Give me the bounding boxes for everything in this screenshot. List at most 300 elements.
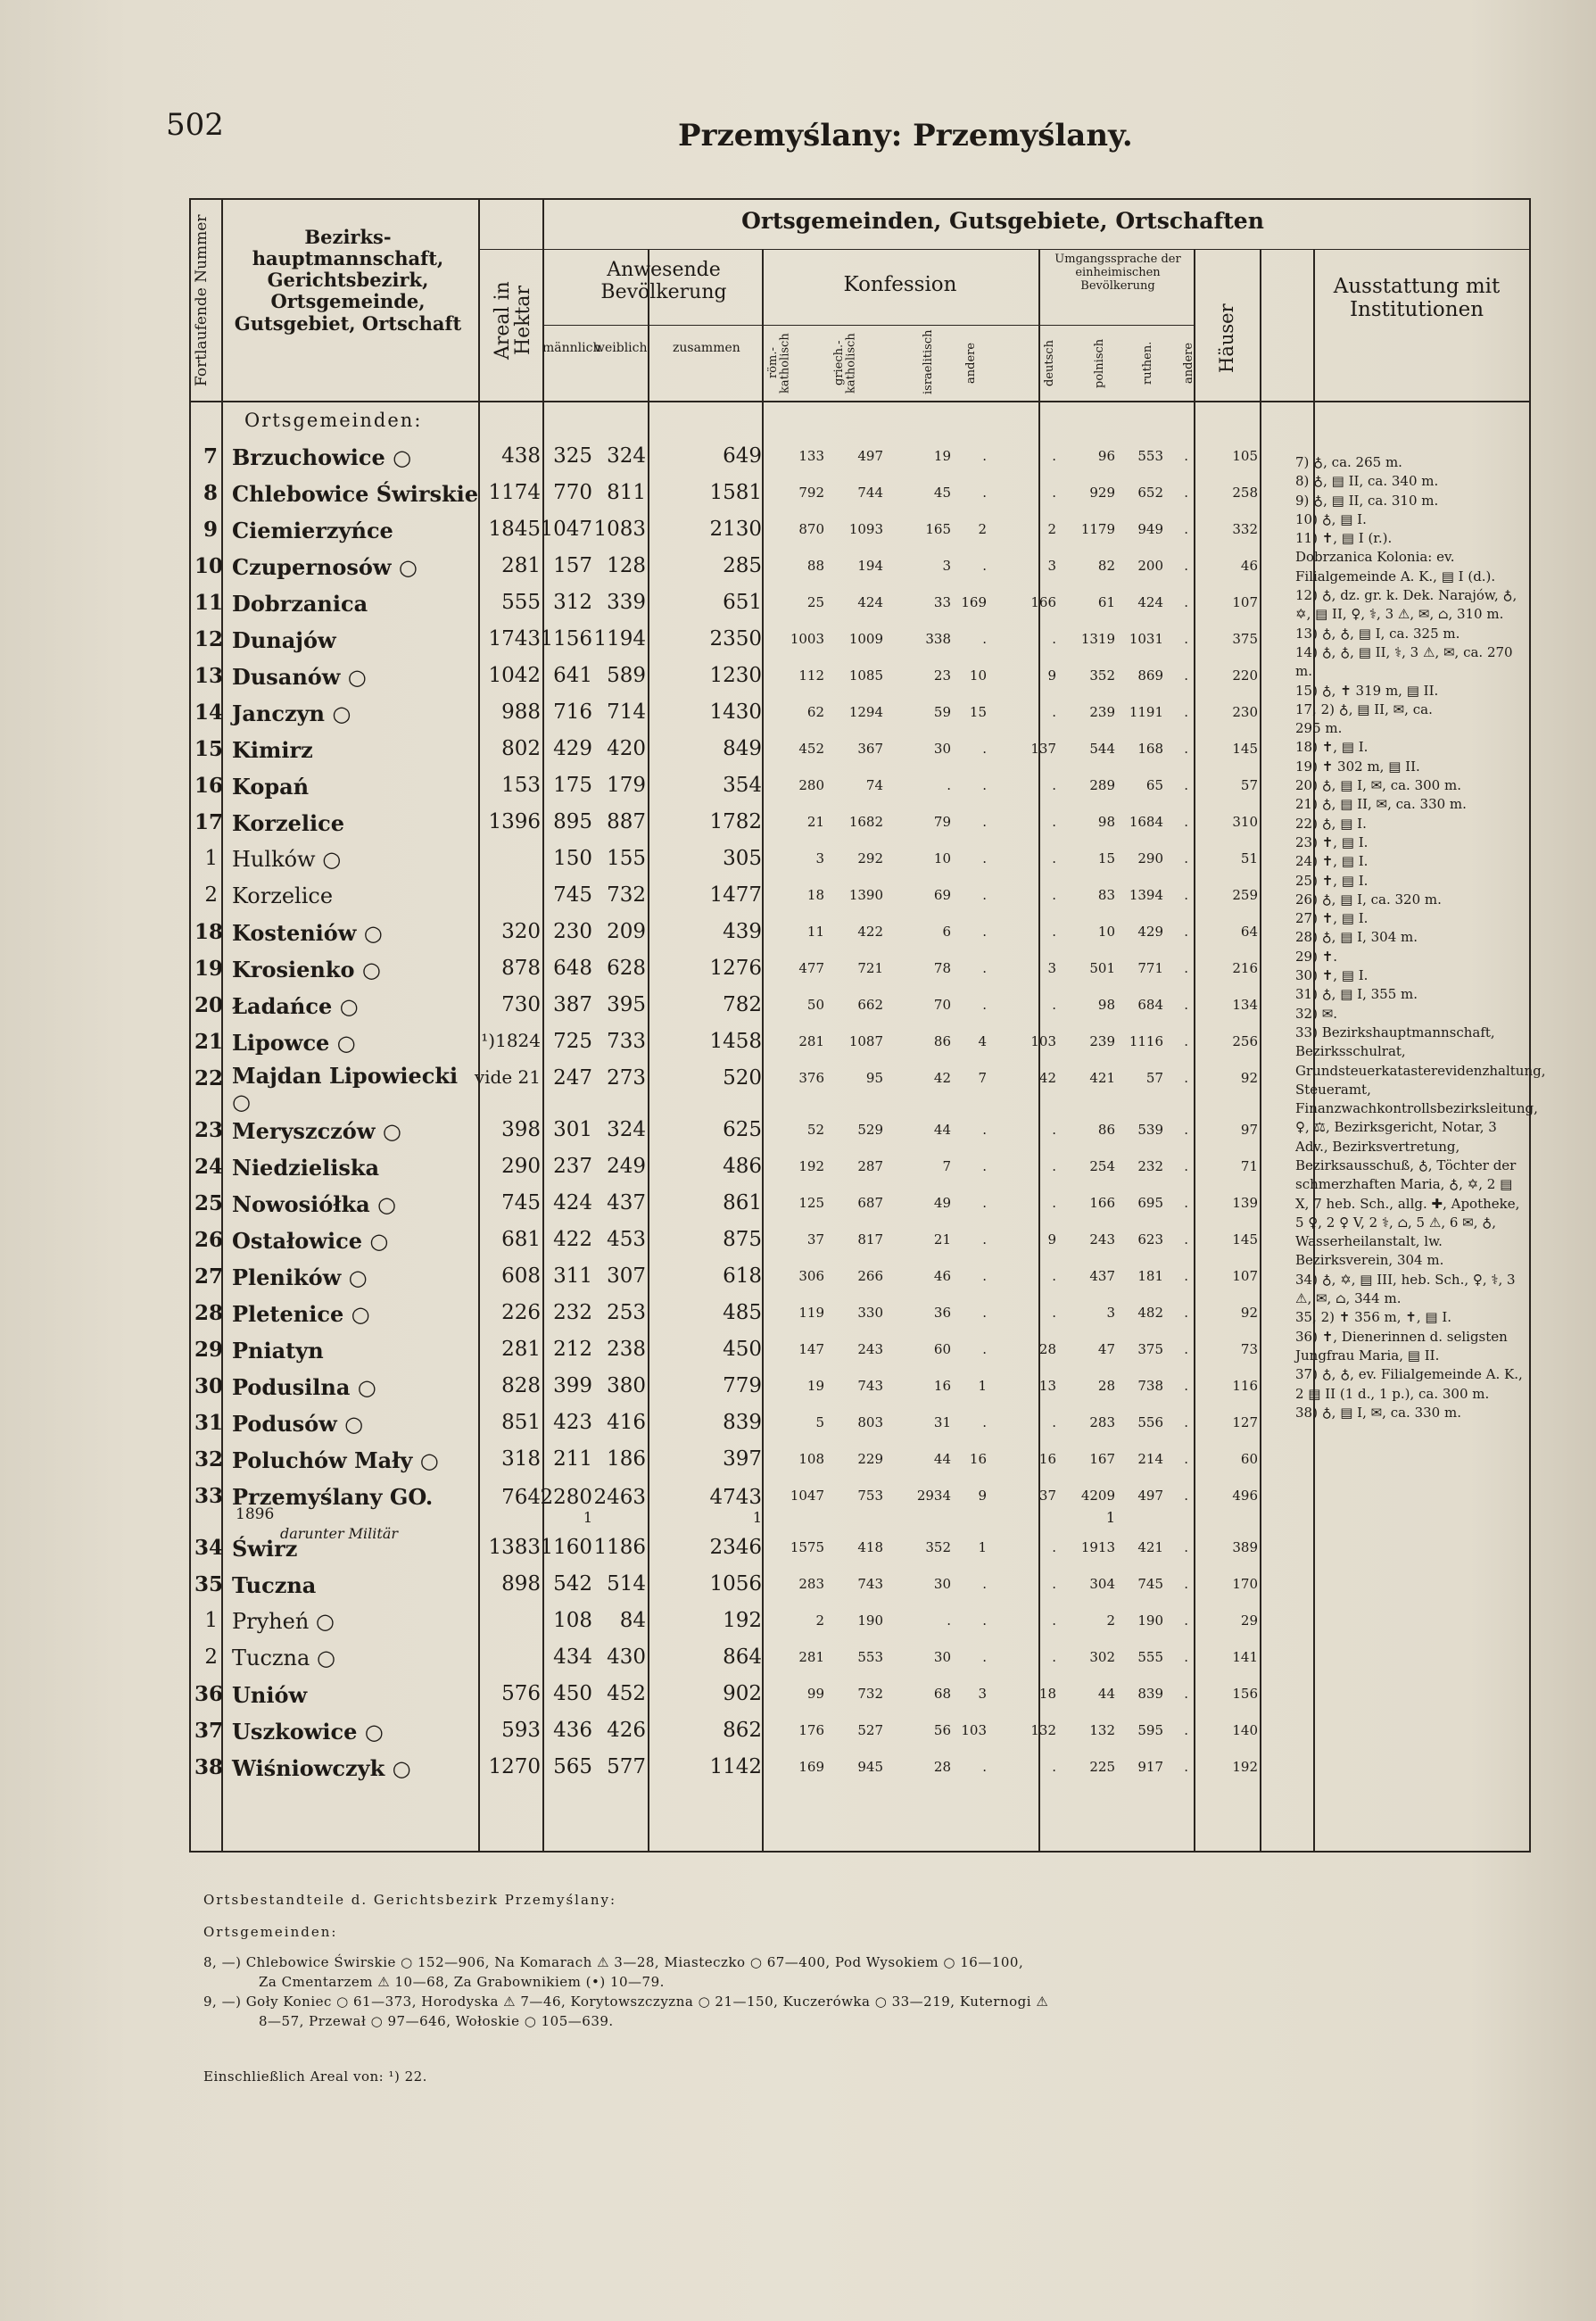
cell-pl: 83: [1097, 887, 1115, 903]
cell-de: 18: [1038, 1686, 1056, 1702]
row-number: 8: [203, 481, 218, 505]
cell-an: 15: [969, 704, 987, 720]
cell-an: 7: [978, 1070, 987, 1086]
cell-rk: 37: [806, 1231, 824, 1248]
table-row: [191, 1677, 1529, 1713]
locality-name: Kimirz: [232, 737, 313, 763]
cell-area: 318: [501, 1447, 541, 1471]
cell-pl: 929: [1089, 485, 1115, 501]
cell-h: 192: [1232, 1759, 1258, 1775]
cell-rk: 477: [798, 960, 824, 976]
row-number: 11: [194, 591, 224, 615]
cell-an: .: [982, 558, 987, 574]
section-label: Ortsgemeinden:: [244, 410, 423, 431]
cell-an2: .: [1184, 1414, 1188, 1430]
cell-an: 169: [961, 594, 987, 610]
cell-is: 79: [933, 814, 951, 830]
cell-area: 1383: [488, 1536, 541, 1559]
cell-w: 514: [607, 1572, 646, 1596]
row-number: 31: [194, 1411, 224, 1435]
cell-is: 352: [925, 1539, 951, 1555]
locality-name: Poluchów Mały ○: [232, 1447, 439, 1473]
cell-area: 1270: [488, 1755, 541, 1778]
military-t: 1: [752, 1509, 762, 1526]
cell-m: 1156: [540, 627, 592, 651]
cell-is: 7: [942, 1158, 951, 1174]
cell-h: 496: [1232, 1488, 1258, 1504]
cell-t: 439: [723, 920, 762, 943]
cell-an: .: [982, 814, 987, 830]
cell-area: 226: [501, 1301, 541, 1324]
cell-de: .: [1052, 1122, 1056, 1138]
cell-rk: 19: [806, 1378, 824, 1394]
cell-w: 714: [607, 700, 646, 724]
cell-m: 157: [553, 554, 592, 577]
cell-area: ¹)1824: [481, 1030, 541, 1051]
cell-an2: .: [1184, 850, 1188, 866]
cell-t: 397: [723, 1447, 762, 1471]
header-banner: Ortsgemeinden, Gutsgebiete, Ortschaften: [741, 208, 1264, 234]
cell-de: .: [1052, 1268, 1056, 1284]
cell-an: .: [982, 1341, 987, 1357]
cell-area: 576: [501, 1682, 541, 1705]
table-row: [191, 1479, 1529, 1542]
locality-name: Dunajów: [232, 627, 336, 653]
institution-note: 15) ♁, ✝ 319 m, ▤ II.: [1295, 682, 1439, 699]
header-israelite: israelitisch: [922, 329, 935, 394]
cell-t: 864: [723, 1645, 762, 1669]
row-number: 16: [194, 774, 224, 798]
locality-name: Pryheń ○: [232, 1609, 335, 1634]
cell-an: .: [982, 1649, 987, 1665]
cell-gk: 266: [857, 1268, 883, 1284]
row-number: 10: [194, 554, 224, 578]
cell-rk: 5: [815, 1414, 824, 1430]
cell-an2: .: [1184, 485, 1188, 501]
cell-area: 290: [501, 1155, 541, 1178]
institution-note: 17, 2) ♁, ▤ II, ✉, ca.: [1295, 700, 1433, 717]
cell-rk: 50: [806, 997, 824, 1013]
census-year: 1896: [236, 1505, 275, 1523]
cell-t: 779: [723, 1374, 762, 1397]
cell-w: 437: [607, 1191, 646, 1214]
cell-area: 608: [501, 1264, 541, 1288]
cell-w: 589: [607, 664, 646, 687]
cell-rk: 125: [798, 1195, 824, 1211]
cell-rk: 133: [798, 448, 824, 464]
cell-h: 139: [1232, 1195, 1258, 1211]
cell-w: 887: [607, 810, 646, 833]
cell-h: 230: [1232, 704, 1258, 720]
institution-note: 35, 2) ✝ 356 m, ✝, ▤ I.: [1295, 1309, 1452, 1326]
row-number: 7: [203, 444, 218, 468]
cell-ru: 556: [1137, 1414, 1163, 1430]
row-number: 9: [203, 518, 218, 542]
locality-name: Lipowce ○: [232, 1030, 356, 1056]
cell-pl: 304: [1089, 1576, 1115, 1592]
cell-ru: 595: [1137, 1722, 1163, 1738]
locality-name: Pniatyn: [232, 1338, 324, 1364]
cell-t: 649: [723, 444, 762, 468]
cell-gk: 418: [857, 1539, 883, 1555]
row-number: 17: [194, 810, 224, 834]
cell-an2: .: [1184, 1649, 1188, 1665]
cell-area: 898: [501, 1572, 541, 1596]
cell-de: .: [1052, 1649, 1056, 1665]
cell-t: 486: [723, 1155, 762, 1178]
cell-m: 1160: [540, 1536, 592, 1559]
cell-ru: 652: [1137, 485, 1163, 501]
cell-gk: 1009: [848, 631, 883, 647]
cell-is: 44: [933, 1122, 951, 1138]
cell-m: 175: [553, 774, 592, 797]
cell-an: .: [982, 1195, 987, 1211]
cell-h: 73: [1240, 1341, 1258, 1357]
cell-an: 10: [969, 667, 987, 684]
institution-note: 22) ♁, ▤ I.: [1295, 815, 1367, 832]
cell-an: .: [982, 850, 987, 866]
cell-pl: 28: [1097, 1378, 1115, 1394]
cell-t: 192: [723, 1609, 762, 1632]
cell-t: 520: [723, 1066, 762, 1090]
cell-pl: 86: [1097, 1122, 1115, 1138]
cell-an2: .: [1184, 1686, 1188, 1702]
cell-rk: 11: [806, 924, 824, 940]
military-pl: 1: [1105, 1509, 1115, 1526]
cell-is: 3: [942, 558, 951, 574]
cell-an2: .: [1184, 924, 1188, 940]
cell-h: 375: [1232, 631, 1258, 647]
cell-gk: 817: [857, 1231, 883, 1248]
cell-de: .: [1052, 1305, 1056, 1321]
cell-ru: 1191: [1129, 704, 1163, 720]
table-row: [191, 1442, 1529, 1479]
cell-an2: .: [1184, 777, 1188, 793]
cell-area: 878: [501, 957, 541, 980]
cell-is: .: [947, 777, 951, 793]
cell-gk: 744: [857, 485, 883, 501]
cell-w: 420: [607, 737, 646, 760]
cell-pl: 61: [1097, 594, 1115, 610]
cell-is: 49: [933, 1195, 951, 1211]
cell-pl: 254: [1089, 1158, 1115, 1174]
header-total: zusammen: [673, 341, 740, 355]
cell-gk: 330: [857, 1305, 883, 1321]
footer-title: Ortsbestandteile d. Gerichtsbezirk Przemyślany:: [203, 1892, 617, 1908]
cell-is: 2934: [916, 1488, 951, 1504]
cell-rk: 306: [798, 1268, 824, 1284]
cell-gk: 497: [857, 448, 883, 464]
cell-h: 97: [1240, 1122, 1258, 1138]
cell-pl: 239: [1089, 1033, 1115, 1049]
cell-de: .: [1052, 1576, 1056, 1592]
row-number: 13: [194, 664, 224, 688]
cell-area: vide 21: [474, 1066, 541, 1088]
cell-ru: 623: [1137, 1231, 1163, 1248]
cell-m: 150: [553, 847, 592, 870]
cell-is: 338: [925, 631, 951, 647]
cell-rk: 99: [806, 1686, 824, 1702]
cell-m: 1047: [540, 518, 592, 541]
institution-note: 10) ♁, ▤ I.: [1295, 510, 1367, 527]
locality-name: Tuczna: [232, 1572, 317, 1598]
cell-pl: 10: [1097, 924, 1115, 940]
cell-de: 16: [1038, 1451, 1056, 1467]
cell-w: 2463: [593, 1486, 646, 1509]
cell-gk: 687: [857, 1195, 883, 1211]
cell-m: 108: [553, 1609, 592, 1632]
cell-area: 398: [501, 1118, 541, 1141]
cell-an2: .: [1184, 1488, 1188, 1504]
row-number: 32: [194, 1447, 224, 1471]
cell-h: 46: [1240, 558, 1258, 574]
institution-note: 29) ✝.: [1295, 948, 1338, 965]
cell-de: .: [1052, 924, 1056, 940]
cell-area: 851: [501, 1411, 541, 1434]
header-female: weiblich: [594, 341, 648, 355]
cell-pl: 2: [1106, 1612, 1115, 1629]
footer-line-2: Za Cmentarzem ⚠ 10—68, Za Grabownikiem (•) 10—79.: [259, 1974, 665, 1990]
cell-de: .: [1052, 997, 1056, 1013]
cell-rk: 21: [806, 814, 824, 830]
cell-h: 134: [1232, 997, 1258, 1013]
cell-de: .: [1052, 1612, 1056, 1629]
cell-ru: 232: [1137, 1158, 1163, 1174]
table-row: [191, 1567, 1529, 1604]
locality-name: Uszkowice ○: [232, 1719, 384, 1745]
header-greek-catholic: griech.-katholisch: [832, 333, 858, 394]
table-row: [191, 1530, 1529, 1567]
header-running-number: Fortlaufende Nummer: [193, 214, 211, 387]
locality-name: Janczyn ○: [232, 700, 351, 726]
institution-note: 34) ♁, ✡, ▤ III, heb. Sch., ♀, ⚕, 3 ⚠, ✉, ⌂, 344 m.: [1295, 1271, 1520, 1307]
cell-rk: 283: [798, 1576, 824, 1592]
cell-m: 423: [553, 1411, 592, 1434]
cell-h: 145: [1232, 1231, 1258, 1248]
header-other-confession: andere: [964, 342, 978, 385]
cell-is: 46: [933, 1268, 951, 1284]
cell-rk: 112: [798, 667, 824, 684]
cell-is: 78: [933, 960, 951, 976]
cell-t: 618: [723, 1264, 762, 1288]
cell-t: 4743: [709, 1486, 762, 1509]
cell-gk: 732: [857, 1686, 883, 1702]
cell-an: .: [982, 1268, 987, 1284]
row-number: 23: [194, 1118, 224, 1142]
cell-h: 105: [1232, 448, 1258, 464]
cell-w: 155: [607, 847, 646, 870]
locality-name: Czupernosów ○: [232, 554, 418, 580]
cell-h: 145: [1232, 741, 1258, 757]
cell-ru: 429: [1137, 924, 1163, 940]
cell-w: 339: [607, 591, 646, 614]
institution-note: 7) ♁, ca. 265 m.: [1295, 454, 1402, 470]
cell-m: 716: [553, 700, 592, 724]
cell-de: .: [1052, 1158, 1056, 1174]
cell-de: .: [1052, 850, 1056, 866]
cell-ru: 684: [1137, 997, 1163, 1013]
cell-m: 387: [553, 993, 592, 1016]
cell-h: 92: [1240, 1305, 1258, 1321]
cell-h: 310: [1232, 814, 1258, 830]
cell-rk: 18: [806, 887, 824, 903]
table-row: [191, 1604, 1529, 1640]
locality-name: Brzuchowice ○: [232, 444, 412, 470]
cell-an2: .: [1184, 1451, 1188, 1467]
cell-ru: 424: [1137, 594, 1163, 610]
cell-t: 862: [723, 1719, 762, 1742]
footer-line-1: 8, —) Chlebowice Świrskie ○ 152—906, Na Komarach ⚠ 3—28, Miasteczko ○ 67—400, Pod Wysokiem ○ 16—100,: [203, 1954, 1024, 1970]
cell-t: 1477: [709, 883, 762, 907]
row-number: 18: [194, 920, 224, 944]
institution-note: 25) ✝, ▤ I.: [1295, 872, 1369, 889]
locality-name: Podusów ○: [232, 1411, 364, 1437]
header-language: Umgangssprache der einheimischen Bevölkerung: [1054, 253, 1181, 293]
cell-h: 29: [1240, 1612, 1258, 1629]
institution-note: 14) ♁, ♁, ▤ II, ⚕, 3 ⚠, ✉, ca. 270 m.: [1295, 643, 1517, 680]
cell-gk: 424: [857, 594, 883, 610]
header-other-language: andere: [1182, 342, 1195, 385]
cell-ru: 539: [1137, 1122, 1163, 1138]
cell-ru: 290: [1137, 850, 1163, 866]
cell-an2: .: [1184, 960, 1188, 976]
cell-gk: 1390: [848, 887, 883, 903]
row-number: 38: [194, 1755, 224, 1779]
cell-an: 1: [978, 1539, 987, 1555]
cell-is: 44: [933, 1451, 951, 1467]
cell-gk: 743: [857, 1378, 883, 1394]
cell-t: 782: [723, 993, 762, 1016]
cell-w: 307: [607, 1264, 646, 1288]
cell-an2: .: [1184, 1612, 1188, 1629]
cell-m: 895: [553, 810, 592, 833]
locality-name: Dusanów ○: [232, 664, 367, 690]
cell-an: 4: [978, 1033, 987, 1049]
cell-pl: 3: [1106, 1305, 1115, 1321]
cell-gk: 367: [857, 741, 883, 757]
cell-is: 42: [933, 1070, 951, 1086]
cell-pl: 421: [1089, 1070, 1115, 1086]
cell-area: 1174: [488, 481, 541, 504]
cell-is: 30: [933, 1649, 951, 1665]
locality-name: Podusilna ○: [232, 1374, 376, 1400]
row-number: 35: [194, 1572, 224, 1596]
cell-h: 60: [1240, 1451, 1258, 1467]
cell-t: 875: [723, 1228, 762, 1251]
cell-h: 71: [1240, 1158, 1258, 1174]
row-number: 30: [194, 1374, 224, 1398]
cell-w: 179: [607, 774, 646, 797]
cell-de: .: [1052, 887, 1056, 903]
cell-rk: 1047: [790, 1488, 824, 1504]
table-row: [191, 1750, 1529, 1786]
cell-an2: .: [1184, 521, 1188, 537]
cell-an: .: [982, 887, 987, 903]
cell-m: 422: [553, 1228, 592, 1251]
cell-an2: .: [1184, 1305, 1188, 1321]
cell-an: .: [982, 924, 987, 940]
cell-ru: 738: [1137, 1378, 1163, 1394]
cell-t: 839: [723, 1411, 762, 1434]
cell-h: 259: [1232, 887, 1258, 903]
cell-w: 324: [607, 1118, 646, 1141]
cell-ru: 497: [1137, 1488, 1163, 1504]
row-number: 37: [194, 1719, 224, 1743]
cell-t: 861: [723, 1191, 762, 1214]
institution-note: 19) ✝ 302 m, ▤ II.: [1295, 758, 1420, 775]
cell-is: 33: [933, 594, 951, 610]
cell-ru: 214: [1137, 1451, 1163, 1467]
cell-t: 1458: [709, 1030, 762, 1053]
cell-rk: 62: [806, 704, 824, 720]
cell-de: 2: [1047, 521, 1056, 537]
row-number: 22: [194, 1066, 224, 1090]
cell-w: 84: [619, 1609, 646, 1632]
cell-m: 770: [553, 481, 592, 504]
cell-pl: 544: [1089, 741, 1115, 757]
cell-an: .: [982, 1305, 987, 1321]
cell-t: 2346: [709, 1536, 762, 1559]
cell-pl: 501: [1089, 960, 1115, 976]
cell-ru: 1394: [1129, 887, 1163, 903]
cell-de: .: [1052, 1414, 1056, 1430]
cell-pl: 82: [1097, 558, 1115, 574]
cell-rk: 280: [798, 777, 824, 793]
cell-pl: 289: [1089, 777, 1115, 793]
institution-note: Dobrzanica Kolonia: ev. Filialgemeinde A. K., ▤ I (d.).: [1295, 549, 1496, 584]
cell-area: 320: [501, 920, 541, 943]
cell-ru: 1116: [1129, 1033, 1163, 1049]
military-note: darunter Militär: [280, 1525, 399, 1542]
locality-name: Dobrzanica: [232, 591, 368, 617]
cell-m: 648: [553, 957, 592, 980]
cell-pl: 4209: [1080, 1488, 1115, 1504]
page-number: 502: [166, 107, 224, 143]
cell-an: .: [982, 741, 987, 757]
row-number: 24: [194, 1155, 224, 1179]
locality-name: Kosteniów ○: [232, 920, 383, 946]
cell-an2: .: [1184, 1539, 1188, 1555]
cell-t: 849: [723, 737, 762, 760]
cell-m: 312: [553, 591, 592, 614]
institution-note: 295 m.: [1295, 720, 1343, 737]
cell-de: .: [1052, 704, 1056, 720]
header-locality: Bezirks-hauptmannschaft, Gerichtsbezirk, Ortsgemeinde, Gutsgebiet, Ortschaft: [234, 226, 462, 335]
cell-rk: 870: [798, 521, 824, 537]
cell-an2: .: [1184, 1122, 1188, 1138]
cell-is: 6: [942, 924, 951, 940]
cell-rk: 792: [798, 485, 824, 501]
cell-pl: 132: [1089, 1722, 1115, 1738]
table-row: [191, 1640, 1529, 1677]
locality-name: Pletenice ○: [232, 1301, 370, 1327]
locality-name: Korzelice: [232, 883, 334, 908]
cell-m: 230: [553, 920, 592, 943]
cell-w: 452: [607, 1682, 646, 1705]
header-confession: Konfession: [843, 273, 957, 296]
institutions-notes: [1295, 453, 1551, 1422]
institution-note: 28) ♁, ▤ I, 304 m.: [1295, 929, 1418, 946]
cell-h: 92: [1240, 1070, 1258, 1086]
cell-rk: 25: [806, 594, 824, 610]
institution-note: 11) ✝, ▤ I (r.).: [1295, 530, 1393, 547]
cell-ru: 1031: [1129, 631, 1163, 647]
cell-pl: 243: [1089, 1231, 1115, 1248]
cell-pl: 98: [1097, 814, 1115, 830]
cell-w: 324: [607, 444, 646, 468]
cell-an: .: [982, 485, 987, 501]
cell-an: .: [982, 1612, 987, 1629]
